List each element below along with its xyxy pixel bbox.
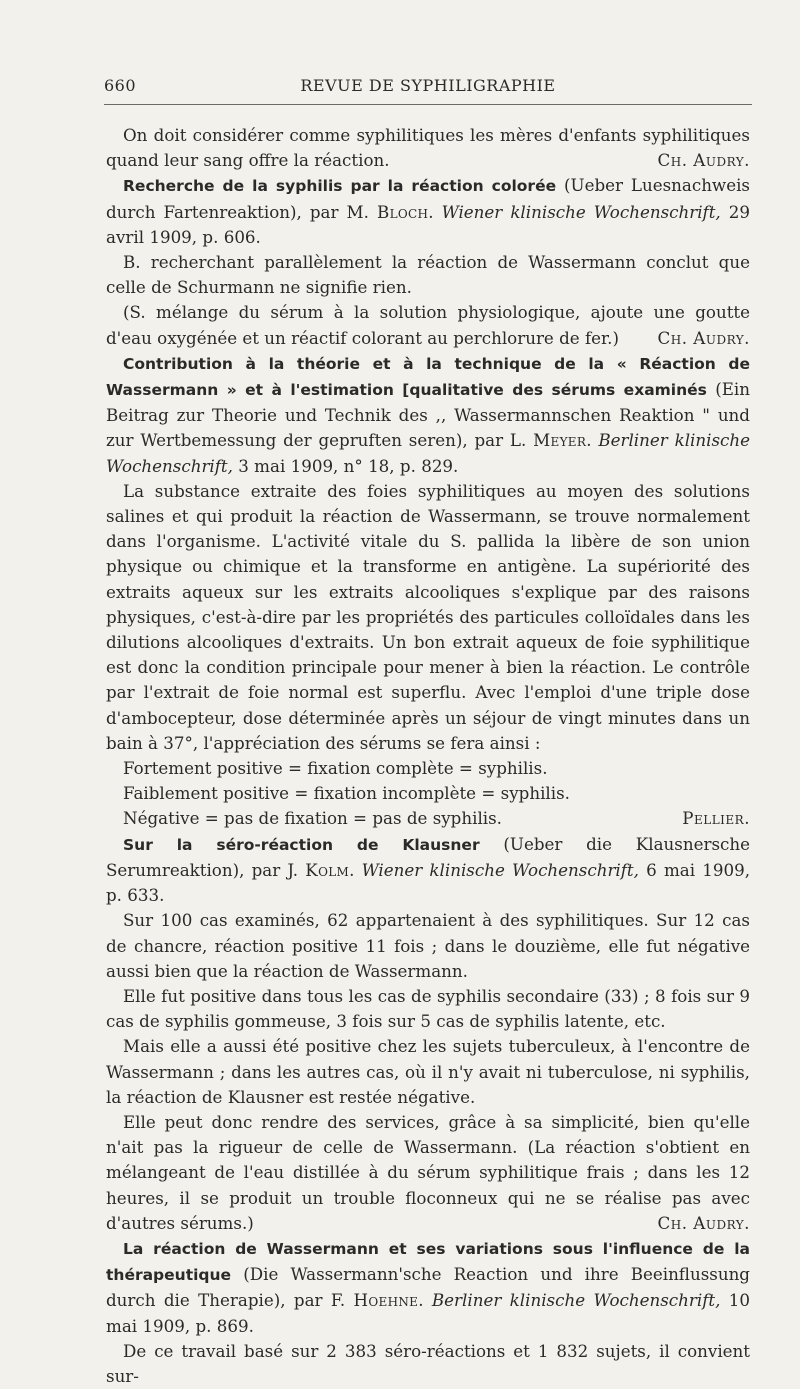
- result-line: Faiblement positive = fixation incomplète = syphilis.: [123, 783, 570, 804]
- journal-name: Berliner klinische Wochenschrift,: [431, 1290, 721, 1311]
- header-rule: [104, 104, 752, 105]
- paragraph: Elle fut positive dans tous les cas de syphilis secondaire (33) ; 8 fois sur 9 cas de syphilis gommeuse, 3 fois sur 5 cas de syphilis latente, etc.: [106, 985, 750, 1032]
- signature: Ch. Audry.: [657, 1212, 750, 1233]
- article-entry: [106, 173, 750, 250]
- signature: Ch. Audry.: [657, 327, 750, 348]
- citation-text: .: [418, 1290, 432, 1311]
- citation-text: (Ueber die Klausnersche Serumreaktion), par J.: [106, 833, 750, 880]
- citation-date: 3 mai 1909, n° 18, p. 829.: [232, 455, 459, 476]
- result-line: Fortement positive = fixation complète = syphilis.: [123, 758, 548, 779]
- journal-name: Berliner klinische Wochenschrift,: [106, 430, 750, 476]
- paragraph: De ce travail basé sur 2 383 séro-réactions et 1 832 sujets, il convient sur-: [106, 1340, 750, 1386]
- paragraph-text: On doit considérer comme syphilitiques les mères d'enfants syphilitiques quand leur sang offre la réaction.: [106, 125, 750, 171]
- signature: Ch. Audry.: [657, 150, 750, 171]
- author-name: Kolm: [305, 859, 350, 880]
- article-entry: [106, 1236, 750, 1339]
- citation-text: (Ein Beitrag zur Theorie und Technik des ,, Wassermannschen Reaktion " und zur Wertbemessung der gepruften seren), par L.: [106, 379, 750, 451]
- paragraph: Sur 100 cas examinés, 62 appartenaient à des syphilitiques. Sur 12 cas de chancre, réaction positive 11 fois ; dans le douzième, elle fut négative aussi bien que la réaction de Wassermann.: [106, 910, 750, 981]
- article-title: Recherche de la syphilis par la réaction colorée: [123, 177, 557, 196]
- citation-date: 10 mai 1909, p. 869.: [106, 1290, 751, 1336]
- result-line: [106, 806, 750, 831]
- author-name: Bloch: [377, 201, 429, 222]
- author-name: Hoehne: [353, 1290, 419, 1311]
- page-number: 660: [104, 76, 137, 95]
- paragraph-text: Négative = pas de fixation = pas de syphilis.: [123, 808, 502, 829]
- page-header: [104, 72, 752, 100]
- article-entry: [106, 832, 750, 909]
- citation-text: .: [349, 859, 362, 880]
- article-entry: [106, 351, 750, 479]
- citation-text: .: [428, 201, 442, 222]
- paragraph: [106, 1110, 750, 1236]
- paragraph: [106, 123, 750, 173]
- signature: Pellier.: [682, 808, 750, 829]
- paragraph-text: Elle peut donc rendre des services, grâce à sa simplicité, bien qu'elle n'ait pas la rigueur de celle de Wassermann. (La réaction s'obtient en mélangeant de l'eau distillée à du sérum syphilitique frais ; dans les 12 heures, il se produit un trouble floconneux qui ne se réalise pas avec d'autres sérums.): [106, 1111, 750, 1233]
- citation-date: 6 mai 1909, p. 633.: [106, 859, 751, 906]
- paragraph: Mais elle a aussi été positive chez les sujets tuberculeux, à l'encontre de Wassermann ; dans les autres cas, où il n'y avait ni tuberculose, ni syphilis, la réaction de Klausner est restée négative.: [106, 1036, 750, 1107]
- paragraph: La substance extraite des foies syphilitiques au moyen des solutions salines et qui produit la réaction de Wassermann, se trouve normalement dans l'organisme. L'activité vitale du S. pallida la libère de son union physique ou chimique et la transforme en antigène. La supériorité des extraits aqueux sur les extraits alcooliques s'explique par des raisons physiques, c'est-à-dire par les propriétés des particules colloïdales dans les dilutions alcooliques d'extraits. Un bon extrait aqueux de foie syphilitique est donc la condition principale pour mener à bien la réaction. Le contrôle par l'extrait de foie normal est superflu. Avec l'emploi d'une triple dose d'ambocepteur, dose déterminée après un séjour de vingt minutes dans un bain à 37°, l'appréciation des sérums se fera ainsi :: [106, 480, 750, 753]
- journal-name: Wiener klinische Wochenschrift,: [441, 201, 721, 222]
- citation-text: .: [586, 430, 599, 451]
- paragraph: [106, 300, 750, 350]
- paragraph: B. recherchant parallèlement la réaction de Wassermann conclut que celle de Schurmann ne signifie rien.: [106, 252, 750, 298]
- paragraph-text: (S. mélange du sérum à la solution physiologique, ajoute une goutte d'eau oxygénée et un réactif colorant au perchlorure de fer.): [106, 302, 750, 348]
- article-title: Contribution à la théorie et à la technique de la « Réaction de Wassermann » et à l'estimation [qualitative des sérums examinés: [106, 354, 750, 400]
- author-name: Meyer: [533, 430, 587, 451]
- citation-text: (Ueber Luesnachweis durch Fartenreaktion), par M.: [106, 175, 750, 222]
- body-text: [106, 123, 750, 1389]
- article-title: La réaction de Wassermann et ses variations sous l'influence de la thérapeutique: [106, 1239, 750, 1285]
- citation-date: 29 avril 1909, p. 606.: [106, 201, 751, 247]
- article-title: Sur la séro-réaction de Klausner: [123, 835, 480, 854]
- journal-name: Wiener klinische Wochenschrift,: [361, 859, 639, 880]
- citation-text: (Die Wassermann'sche Reaction und ihre Beeinflussung durch die Therapie), par F.: [106, 1264, 750, 1311]
- running-title: REVUE DE SYPHILIGRAPHIE: [300, 76, 556, 95]
